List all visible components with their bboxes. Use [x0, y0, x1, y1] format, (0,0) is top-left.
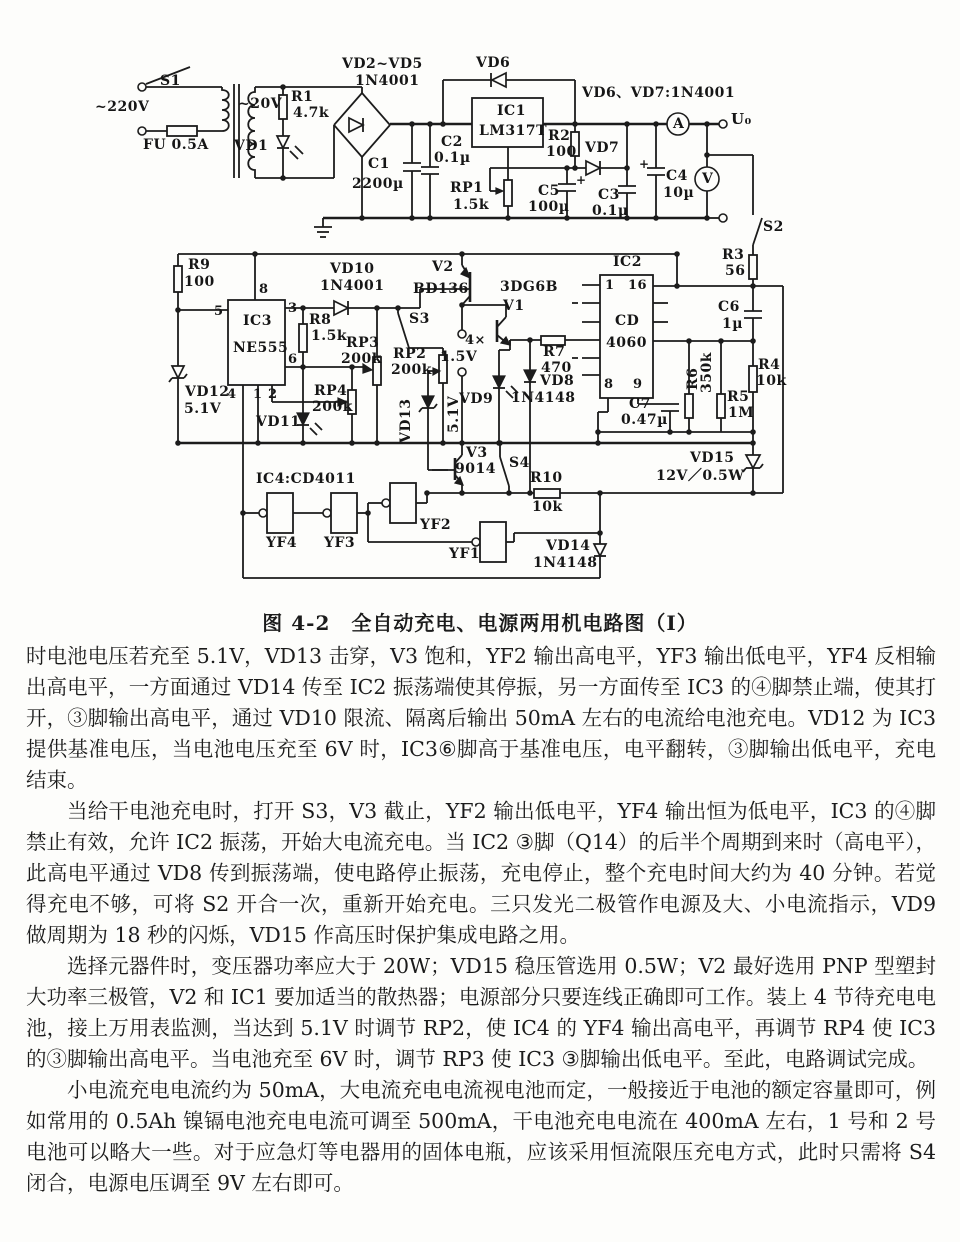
schematic-label: R8: [309, 312, 332, 328]
schematic-label: 100µ: [528, 199, 570, 215]
schematic-label: S1: [160, 73, 181, 89]
schematic-label: VD10: [330, 261, 375, 277]
schematic-label: R6: [685, 367, 701, 390]
schematic-label: VD2~VD5: [342, 56, 423, 72]
schematic-label: VD14: [546, 538, 591, 554]
schematic-label: 1.5V: [440, 349, 478, 365]
schematic-label: 1N4148: [511, 390, 576, 406]
schematic-label: RP1: [450, 180, 484, 196]
schematic-label: RP2: [393, 346, 427, 362]
schematic-label: S4: [509, 455, 530, 471]
schematic-label: 0.1µ: [592, 203, 629, 219]
schematic-label: V3: [466, 445, 488, 461]
schematic-label: R4: [758, 357, 781, 373]
schematic-label: 2: [268, 387, 278, 402]
schematic-label: V1: [503, 298, 525, 314]
schematic-label: V: [702, 171, 714, 187]
schematic-label: V2: [432, 259, 454, 275]
schematic-label: R2: [548, 128, 571, 144]
schematic-label: 100: [184, 274, 215, 290]
schematic-label: 4060: [606, 335, 647, 351]
schematic-label: C1: [368, 156, 390, 172]
schematic-label: 5.1V: [446, 395, 462, 433]
schematic-label: VD12: [185, 384, 230, 400]
schematic-label: VD13: [398, 398, 414, 443]
circuit-wiring: [0, 0, 960, 600]
schematic-label: U₀: [731, 110, 752, 128]
schematic-label: YF4: [266, 535, 298, 551]
schematic-label: IC3: [243, 313, 272, 329]
schematic-label: 56: [725, 263, 746, 279]
schematic-label: 5: [214, 304, 224, 319]
schematic-label: 1.5k: [453, 197, 490, 213]
schematic-label: 10k: [532, 499, 563, 515]
schematic-label: 4×: [465, 333, 486, 348]
schematic-label: +: [576, 173, 587, 187]
schematic-label: 1.5k: [311, 328, 348, 344]
schematic-label: R9: [188, 257, 211, 273]
figure-caption: 图 4-2 全自动充电、电源两用机电路图（Ⅰ）: [262, 611, 698, 635]
body-paragraph: 时电池电压若充至 5.1V，VD13 击穿，V3 饱和，YF2 输出高电平，YF3 输出低电平，YF4 反相输出高电平，一方面通过 VD14 传至 IC2 振荡端使其停振，另一方面传至 IC3 的④脚禁止端，使其打开，③脚输出高电平，通过 VD10 限流、隔离后输出 50mA 左右的电流给电池充电。VD12 为 IC3 提供基准电压，当电池电压充至 6V 时，IC3⑥脚高于基准电压，电平翻转，③脚输出低电平，充电结束。: [26, 644, 936, 792]
schematic-label: 4.7k: [293, 105, 330, 121]
schematic-label: VD1: [234, 138, 269, 154]
schematic-label: YF2: [420, 517, 452, 533]
schematic-label: IC4:CD4011: [256, 471, 356, 487]
schematic-label: 12V／0.5W: [656, 468, 745, 484]
schematic-label: R7: [543, 344, 566, 360]
schematic-label: 3DG6B: [500, 279, 558, 295]
circuit-diagram: [0, 0, 960, 600]
schematic-label: C7: [629, 396, 651, 412]
body-paragraph: 选择元器件时，变压器功率应大于 20W；VD15 稳压管选用 0.5W；V2 最好选用 PNP 型塑封大功率三极管，V2 和 IC1 要加适当的散热器；电源部分只要连线正确即可工作。装上 4 节待充电电池，接上万用表监测，当达到 5.1V 时调节 RP2，使 IC4 的 YF4 输出高电平，再调节 RP4 使 IC3 的③脚输出高电平。当电池充至 6V 时，调节 RP3 使 IC3 ③脚输出低电平。至此，电路调试完成。: [26, 954, 936, 1071]
schematic-label: 200k: [341, 351, 382, 367]
schematic-label: 10k: [756, 373, 787, 389]
schematic-label: C5: [538, 183, 560, 199]
schematic-label: A: [673, 116, 685, 132]
schematic-label: YF3: [324, 535, 356, 551]
schematic-label: ~220V: [95, 99, 150, 115]
schematic-label: R1: [291, 89, 314, 105]
schematic-label: 100: [546, 144, 577, 160]
schematic-label: NE555: [233, 340, 289, 356]
body-paragraph: 当给干电池充电时，打开 S3，V3 截止，YF2 输出低电平，YF4 输出恒为低电平，IC3 的④脚禁止有效，允许 IC2 振荡，开始大电流充电。当 IC2 ③脚（Q14）的后半个周期到来时（高电平），此高电平通过 VD8 传到振荡端，使电路停止振荡，充电停止，整个充电时间大约为 40 分钟。若觉得充电不够，可将 S2 开合一次，重新开始充电。三只发光二极管作电源及大、小电流指示，VD9 做周期为 18 秒的闪烁，VD15 作高压时保护集成电路之用。: [26, 799, 936, 947]
schematic-label: IC1: [497, 103, 526, 119]
schematic-label: 8: [604, 377, 614, 392]
schematic-label: 5.1V: [184, 401, 222, 417]
schematic-label: BD136: [413, 281, 469, 297]
schematic-label: 1: [253, 387, 263, 402]
schematic-label: CD: [615, 313, 640, 329]
schematic-label: VD9: [459, 391, 494, 407]
schematic-label: R5: [727, 389, 750, 405]
schematic-label: 0.1µ: [434, 150, 471, 166]
schematic-label: 16: [628, 278, 648, 293]
schematic-label: C6: [718, 299, 740, 315]
schematic-label: C3: [598, 187, 620, 203]
schematic-label: 0.47µ: [621, 412, 668, 428]
schematic-label: 200k: [391, 362, 432, 378]
schematic-label: 1: [605, 278, 615, 293]
schematic-label: VD7: [585, 140, 620, 156]
schematic-label: C4: [666, 168, 688, 184]
schematic-label: C2: [441, 134, 463, 150]
schematic-label: 2200µ: [352, 176, 404, 192]
schematic-label: VD11: [256, 414, 301, 430]
body-text: [26, 641, 936, 1199]
schematic-label: 470: [541, 360, 572, 376]
schematic-label: IC2: [613, 254, 642, 270]
schematic-label: LM317T: [479, 123, 547, 139]
schematic-label: R10: [530, 470, 563, 486]
schematic-label: VD15: [690, 450, 735, 466]
schematic-label: VD6、VD7:1N4001: [582, 85, 736, 101]
schematic-label: 1N4001: [320, 278, 385, 294]
schematic-label: 9014: [455, 461, 496, 477]
schematic-label: 8: [259, 282, 269, 297]
schematic-label: 1N4148: [533, 555, 598, 571]
schematic-label: 1N4001: [355, 73, 420, 89]
schematic-label: ~20V: [238, 96, 283, 112]
schematic-label: 1M: [728, 405, 755, 421]
schematic-label: 3: [288, 301, 298, 316]
schematic-label: 9: [633, 377, 643, 392]
schematic-label: R3: [722, 247, 745, 263]
schematic-label: 10µ: [663, 185, 695, 201]
schematic-label: S2: [763, 219, 784, 235]
schematic-label: 200k: [312, 399, 353, 415]
schematic-label: RP4: [314, 383, 348, 399]
schematic-label: RP3: [346, 335, 380, 351]
schematic-label: +: [639, 157, 650, 171]
schematic-label: VD8: [540, 373, 575, 389]
schematic-label: 350k: [699, 352, 715, 393]
schematic-label: 6: [288, 352, 298, 367]
schematic-label: 4: [227, 387, 237, 402]
schematic-label: S3: [409, 311, 430, 327]
schematic-label: VD6: [476, 55, 511, 71]
schematic-label: 1µ: [722, 316, 743, 332]
body-paragraph: 小电流充电电流约为 50mA，大电流充电电流视电池而定，一般接近于电池的额定容量即可，例如常用的 0.5Ah 镍镉电池充电电流可调至 500mA，干电池充电电流在 400mA 左右，1 号和 2 号电池可以略大一些。对于应急灯等电器用的固体电瓶，应该采用恒流限压充电方式，此时只需将 S4 闭合，电源电压调至 9V 左右即可。: [26, 1078, 936, 1195]
schematic-label: YF1: [449, 546, 481, 562]
schematic-label: FU 0.5A: [143, 137, 209, 153]
